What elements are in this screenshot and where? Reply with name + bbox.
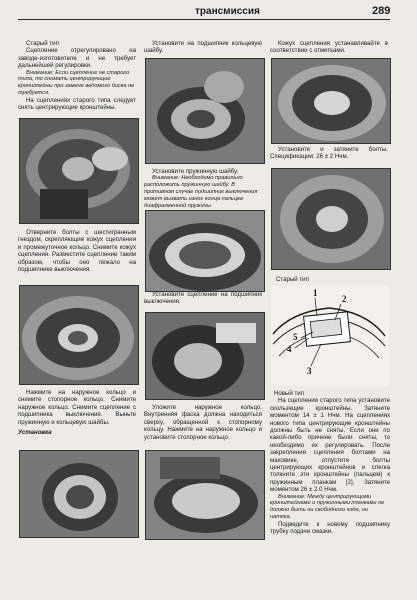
clutch-bracket-diagram (271, 286, 389, 386)
col1-block3-text: Отверните болты с шестигранным гнездом, скрепляющие кожух сцепления и промежуточное кольцо. Снимите кожух сцепления. Разместите сцепление таким образом, чтобы оно лежало на подшипнике выключения. (18, 229, 136, 274)
col3-block4-note: Внимание: Между центрирующими кронштейнами и пружинными планками не должно быть ни свободного хода, ни натяга. (270, 493, 385, 521)
col2-block2-text: Установите пружинную шайбу. (152, 168, 239, 175)
col1-block2-text: На сцеплениях старого типа следует снять центрирующие кронштейны. (18, 96, 136, 112)
col2-block3-text: Установите сцепление на подшипник выключения. (144, 291, 262, 306)
col2-text-block1 (144, 40, 262, 55)
col3-text-block1 (270, 40, 388, 55)
col1-text-block4 (18, 389, 136, 436)
col3-text-block3 (276, 276, 394, 283)
col3-text-block4 (270, 390, 390, 536)
photo-spring-washer (145, 210, 265, 292)
photo-clutch-cover-marks (271, 58, 391, 144)
running-header-title: трансмиссия (195, 6, 260, 17)
col1-block1-title: Старый тип (26, 40, 59, 47)
photo-clutch-brackets (19, 118, 139, 224)
photo-bearing-ring-washer (145, 58, 265, 164)
photo-ring-washer (19, 450, 139, 538)
col2-text-block2 (144, 168, 262, 209)
col3-old-type-title: Старый тип (276, 276, 309, 283)
diagram-label-5: 5 (293, 332, 298, 342)
photo-clutch-on-release-bearing (145, 312, 265, 400)
col2-block1-text: Установите на подшипник кольцевую шайбу. (144, 40, 262, 55)
col1-text-block1 (18, 40, 136, 112)
col3-text-block2 (270, 146, 388, 161)
page-number: 289 (372, 5, 391, 17)
diagram-label-3: 3 (307, 366, 312, 376)
section-heading-installation: Установка (18, 429, 52, 437)
col3-new-type-title: Новый тип (274, 390, 304, 397)
col1-block4-text: Нажмите на наружное кольцо и снимите стопорное кольцо. Снимите наружное кольцо. Снимите сцепление с подшипника выключения. Выньте пружинную и кольцевую шайбы. (18, 389, 136, 426)
col2-text-block4 (144, 404, 262, 441)
diagram-label-2: 2 (342, 294, 347, 304)
col3-block2-text: Установите и затяните болты. Спецификации: 26 ± 2 Нчм. (270, 146, 388, 161)
header-rule (18, 19, 390, 20)
col1-block1-text: Сцепление отрегулировано на заводе-изготовителе и не требует дальнейшей регулировки. (18, 47, 136, 70)
photo-clutch-bolts (271, 168, 391, 270)
diagram-label-4: 4 (287, 344, 292, 354)
col3-block1-text: Кожух сцепления устанавливайте в соответствии с отметками. (270, 40, 388, 55)
photo-clutch-on-bearing (19, 285, 139, 385)
col1-text-block3 (18, 229, 136, 273)
photo-outer-ring-retainer (145, 450, 265, 540)
col1-block1-note: Внимание: Если сцепление не старого типа, то снимать центрирующие кронштейны при замене ведомого диска не требуется. (18, 69, 135, 97)
diagram-label-1: 1 (313, 288, 318, 298)
col3-block5-text: Подведите к новому подшипнику трубку подачи смазки. (270, 520, 390, 536)
col2-block2-note: Внимание: Необходимо правильно расположить пружинную шайбу. В противном случае подшипник выключения может вызвать износ конца пальцев диафрагменной пружины. (144, 175, 258, 209)
col2-text-block3 (144, 291, 262, 306)
col2-block4-text: Уложите наружное кольцо. Внутренняя фаска должна находиться сверху, обращенной к стопорному кольцу. Нажмите на наружное кольцо и установите стопорное кольцо. (144, 404, 262, 441)
col3-block4-text: На сцеплении старого типа установите скользящие кронштейны. Затяните моментом 14 ± 1 Нчм. На сцеплениях нового типа центрирующие кронштейны должны быть не сняты. Если они по какой-либо причине были сняты, то необходимо их регулировать. После закрепления сцепления болтами на маховике, отпустите болты центрирующих кронштейнов и слегка толкните эти кронштейны (пальцем) к пружинным планкам [2]. Затяните моментом 26 ± 2.0 Нчм. (270, 397, 390, 494)
